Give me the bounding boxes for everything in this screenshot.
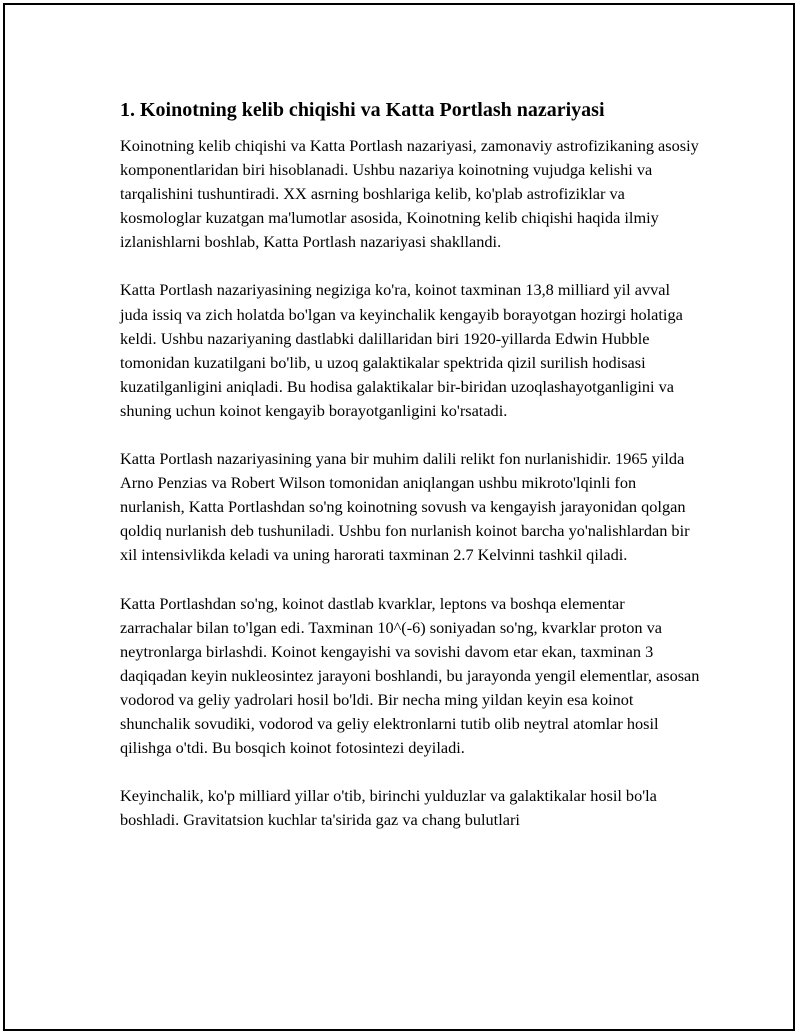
document-title: 1. Koinotning kelib chiqishi va Katta Portlash nazariyasi: [120, 99, 605, 121]
paragraph-3: Katta Portlash nazariyasining yana bir muhim dalili relikt fon nurlanishidir. 1965 yilda Arno Penzias va Robert Wilson tomonidan aniqlangan ushbu mikroto'lqinli fon nurlanish, Katta Portlashdan so'ng koinotning sovush va kengayish jarayonidan qolgan qoldiq nurlanish deb tushuniladi. Ushbu fon nurlanish koinot barcha yo'nalishlardan bir xil intensivlikda keladi va uning harorati taxminan 2.7 Kelvinni tashkil qiladi.: [120, 449, 690, 565]
paragraph-5: Keyinchalik, ko'p milliard yillar o'tib, birinchi yulduzlar va galaktikalar hosil bo'la boshladi. Gravitatsion kuchlar ta'sirida gaz va chang bulutlari: [120, 786, 657, 830]
page-frame: [3, 3, 795, 1031]
paragraph-2: Katta Portlash nazariyasining negiziga ko'ra, koinot taxminan 13,8 milliard yil avval juda issiq va zich holatda bo'lgan va keyinchalik kengayib borayotgan hozirgi holatiga keldi. Ushbu nazariyaning dastlabki dalillaridan biri 1920-yillarda Edwin Hubble tomonidan kuzatilgani bo'lib, u uzoq galaktikalar spektrida qizil surilish hodisasi kuzatilganligini aniqladi. Bu hodisa galaktikalar bir-biridan uzoqlashayotganligini va shuning uchun koinot kengayib borayotganligini ko'rsatadi.: [120, 280, 683, 420]
paragraph-4: Katta Portlashdan so'ng, koinot dastlab kvarklar, leptons va boshqa elementar zarrachalar bilan to'lgan edi. Taxminan 10^(-6) soniyadan so'ng, kvarklar proton va neytronlarga birlashdi. Koinot kengayishi va sovishi davom etar ekan, taxminan 3 daqiqadan keyin nukleosintez jarayoni boshlandi, bu jarayonda yengil elementlar, asosan vodorod va geliy yadrolari hosil bo'ldi. Bir necha ming yildan keyin esa koinot shunchalik sovudiki, vodorod va geliy elektronlarni tutib olib neytral atomlar hosil qilishga o'tdi. Bu bosqich koinot fotosintezi deyiladi.: [120, 593, 700, 758]
paragraph-1: Koinotning kelib chiqishi va Katta Portlash nazariyasi, zamonaviy astrofizikaning asosiy komponentlaridan biri hisoblanadi. Ushbu nazariya koinotning vujudga kelishi va tarqalishini tushuntiradi. XX asrning boshlariga kelib, ko'plab astrofiziklar va kosmologlar kuzatgan ma'lumotlar asosida, Koinotning kelib chiqishi haqida ilmiy izlanishlarni boshlab, Katta Portlash nazariyasi shakllandi.: [120, 136, 699, 252]
document-body: [120, 97, 700, 856]
